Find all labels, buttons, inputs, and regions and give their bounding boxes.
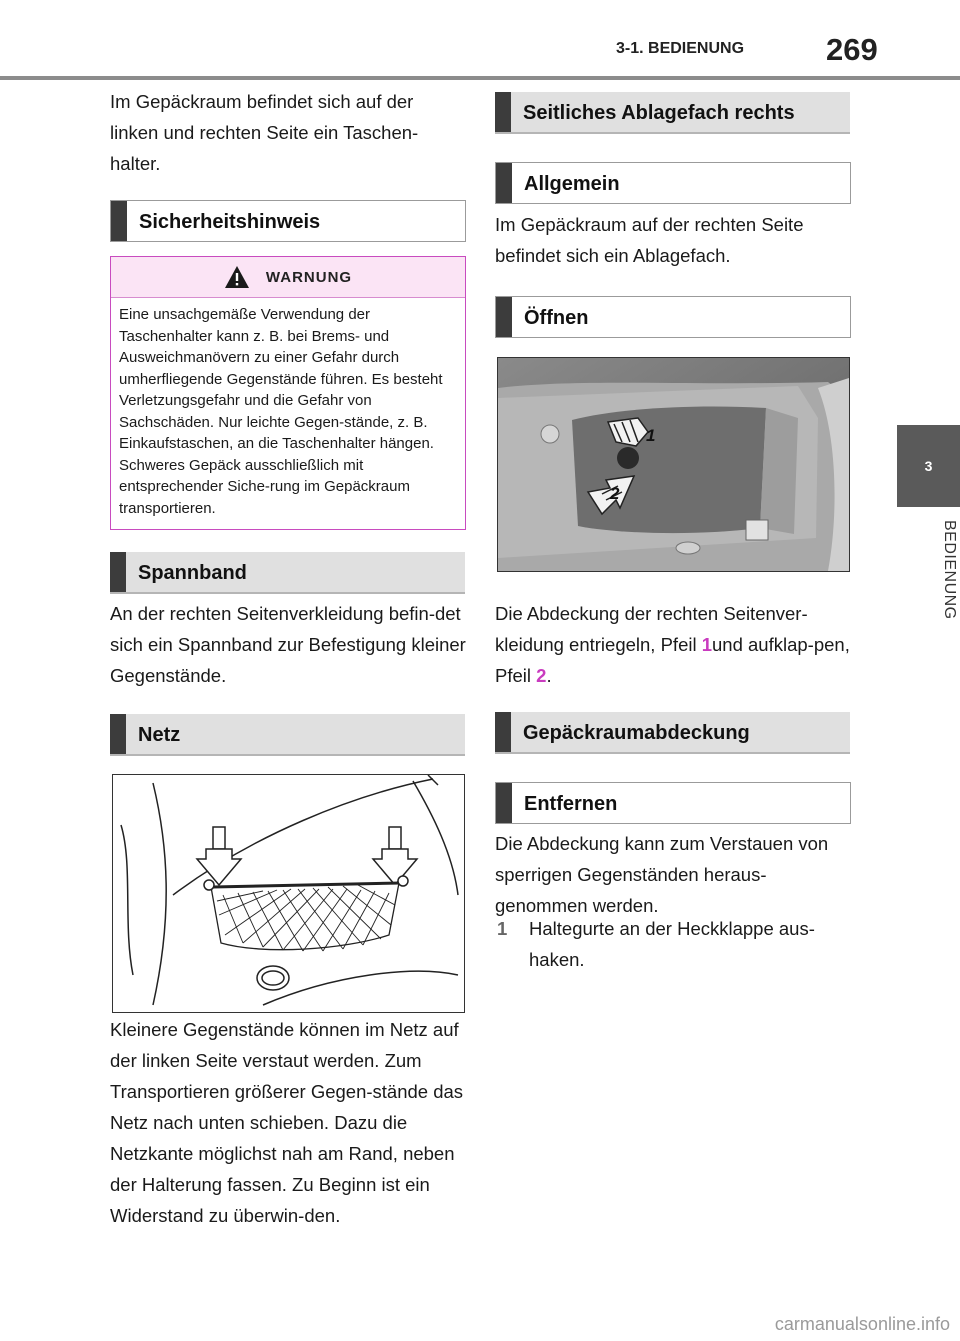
warning-header bbox=[111, 257, 465, 298]
section-heading-side-compartment bbox=[495, 92, 850, 134]
heading-bar bbox=[110, 552, 126, 592]
section-heading-remove bbox=[495, 782, 851, 824]
section-heading-general bbox=[495, 162, 851, 204]
heading-label: Netz bbox=[138, 723, 181, 746]
section-heading-net bbox=[110, 714, 465, 756]
warning-box bbox=[110, 256, 466, 530]
heading-bar bbox=[111, 201, 127, 241]
heading-label: Allgemein bbox=[524, 172, 620, 195]
heading-label: Gepäckraumabdeckung bbox=[523, 721, 750, 744]
section-heading-safety bbox=[110, 200, 466, 242]
heading-bar bbox=[110, 714, 126, 754]
section-heading-strap bbox=[110, 552, 465, 594]
net-drawing bbox=[113, 775, 464, 1012]
heading-bar bbox=[495, 712, 511, 752]
open-text-part-2: und aufklap-pen, Pfeil bbox=[495, 634, 850, 686]
watermark: carmanualsonline.info bbox=[774, 1314, 950, 1334]
warning-triangle-icon bbox=[224, 265, 250, 289]
arrow-2-reference: 2 bbox=[536, 665, 547, 686]
chapter-side-label: BEDIENUNG bbox=[941, 520, 958, 620]
figure-label-1: 1 bbox=[646, 426, 656, 445]
step-item bbox=[497, 913, 853, 977]
heading-label: Sicherheitshinweis bbox=[139, 210, 321, 233]
heading-label: Öffnen bbox=[524, 306, 589, 329]
step-number: 1 bbox=[497, 918, 508, 939]
compartment-illustration bbox=[497, 357, 850, 572]
open-text bbox=[495, 598, 851, 691]
chapter-tab: 3 bbox=[897, 425, 960, 507]
open-text-part-3: . bbox=[546, 665, 552, 686]
strap-text: An der rechten Seitenverkleidung befin-det sich ein Spannband zur Befestigung kleiner Gegenstände. bbox=[110, 603, 466, 686]
remove-text: Die Abdeckung kann zum Verstauen von sperrigen Gegenständen heraus-genommen werden. bbox=[495, 833, 829, 916]
net-illustration bbox=[112, 774, 465, 1013]
intro-text: Im Gepäckraum befindet sich auf der linken und rechten Seite ein Taschen-halter. bbox=[110, 91, 419, 174]
section-heading-cover bbox=[495, 712, 850, 754]
heading-bar bbox=[496, 163, 512, 203]
heading-label: Entfernen bbox=[524, 792, 618, 815]
general-text: Im Gepäckraum auf der rechten Seite befindet sich ein Ablagefach. bbox=[495, 214, 804, 266]
figure-label-2: 2 bbox=[610, 484, 620, 503]
heading-label: Seitliches Ablagefach rechts bbox=[523, 101, 795, 124]
heading-bar bbox=[496, 783, 512, 823]
chapter-title: 3-1. BEDIENUNG bbox=[616, 40, 745, 57]
header-divider bbox=[0, 76, 960, 80]
step-text: Haltegurte an der Heckklappe aus-haken. bbox=[529, 918, 815, 970]
page-number: 269 bbox=[826, 32, 878, 67]
net-text: Kleinere Gegenstände können im Netz auf der linken Seite verstaut werden. Zum Transportieren größerer Gegen-stände das Netz nach unten schieben. Dazu die Netzkante möglichst nah am Rand, neben der Halterung fassen. Zu Beginn ist ein Widerstand zu überwin-den. bbox=[110, 1019, 464, 1226]
heading-bar bbox=[496, 297, 512, 337]
section-heading-open bbox=[495, 296, 851, 338]
arrow-1-reference: 1 bbox=[701, 634, 713, 655]
open-text-part-1: Die Abdeckung der rechten Seitenver-kleidung entriegeln, Pfeil bbox=[495, 603, 808, 655]
heading-bar bbox=[495, 92, 511, 132]
warning-title: WARNUNG bbox=[265, 268, 353, 286]
heading-label: Spannband bbox=[138, 561, 247, 584]
compartment-drawing bbox=[498, 358, 849, 571]
warning-text: Eine unsachgemäße Verwendung der Taschenhalter kann z. B. bei Brems- und Ausweichmanövern zu einer Gefahr durch umherfliegende Gegenstände führen. Es besteht Verletzungsgefahr und die Gefahr von Sachschäden. Nur leichte Gegen-stände, z. B. Einkaufstaschen, an die Taschenhalter hängen. Schweres Gepäck ausschließlich mit entsprechender Siche-rung im Gepäckraum transportieren. bbox=[119, 306, 443, 517]
